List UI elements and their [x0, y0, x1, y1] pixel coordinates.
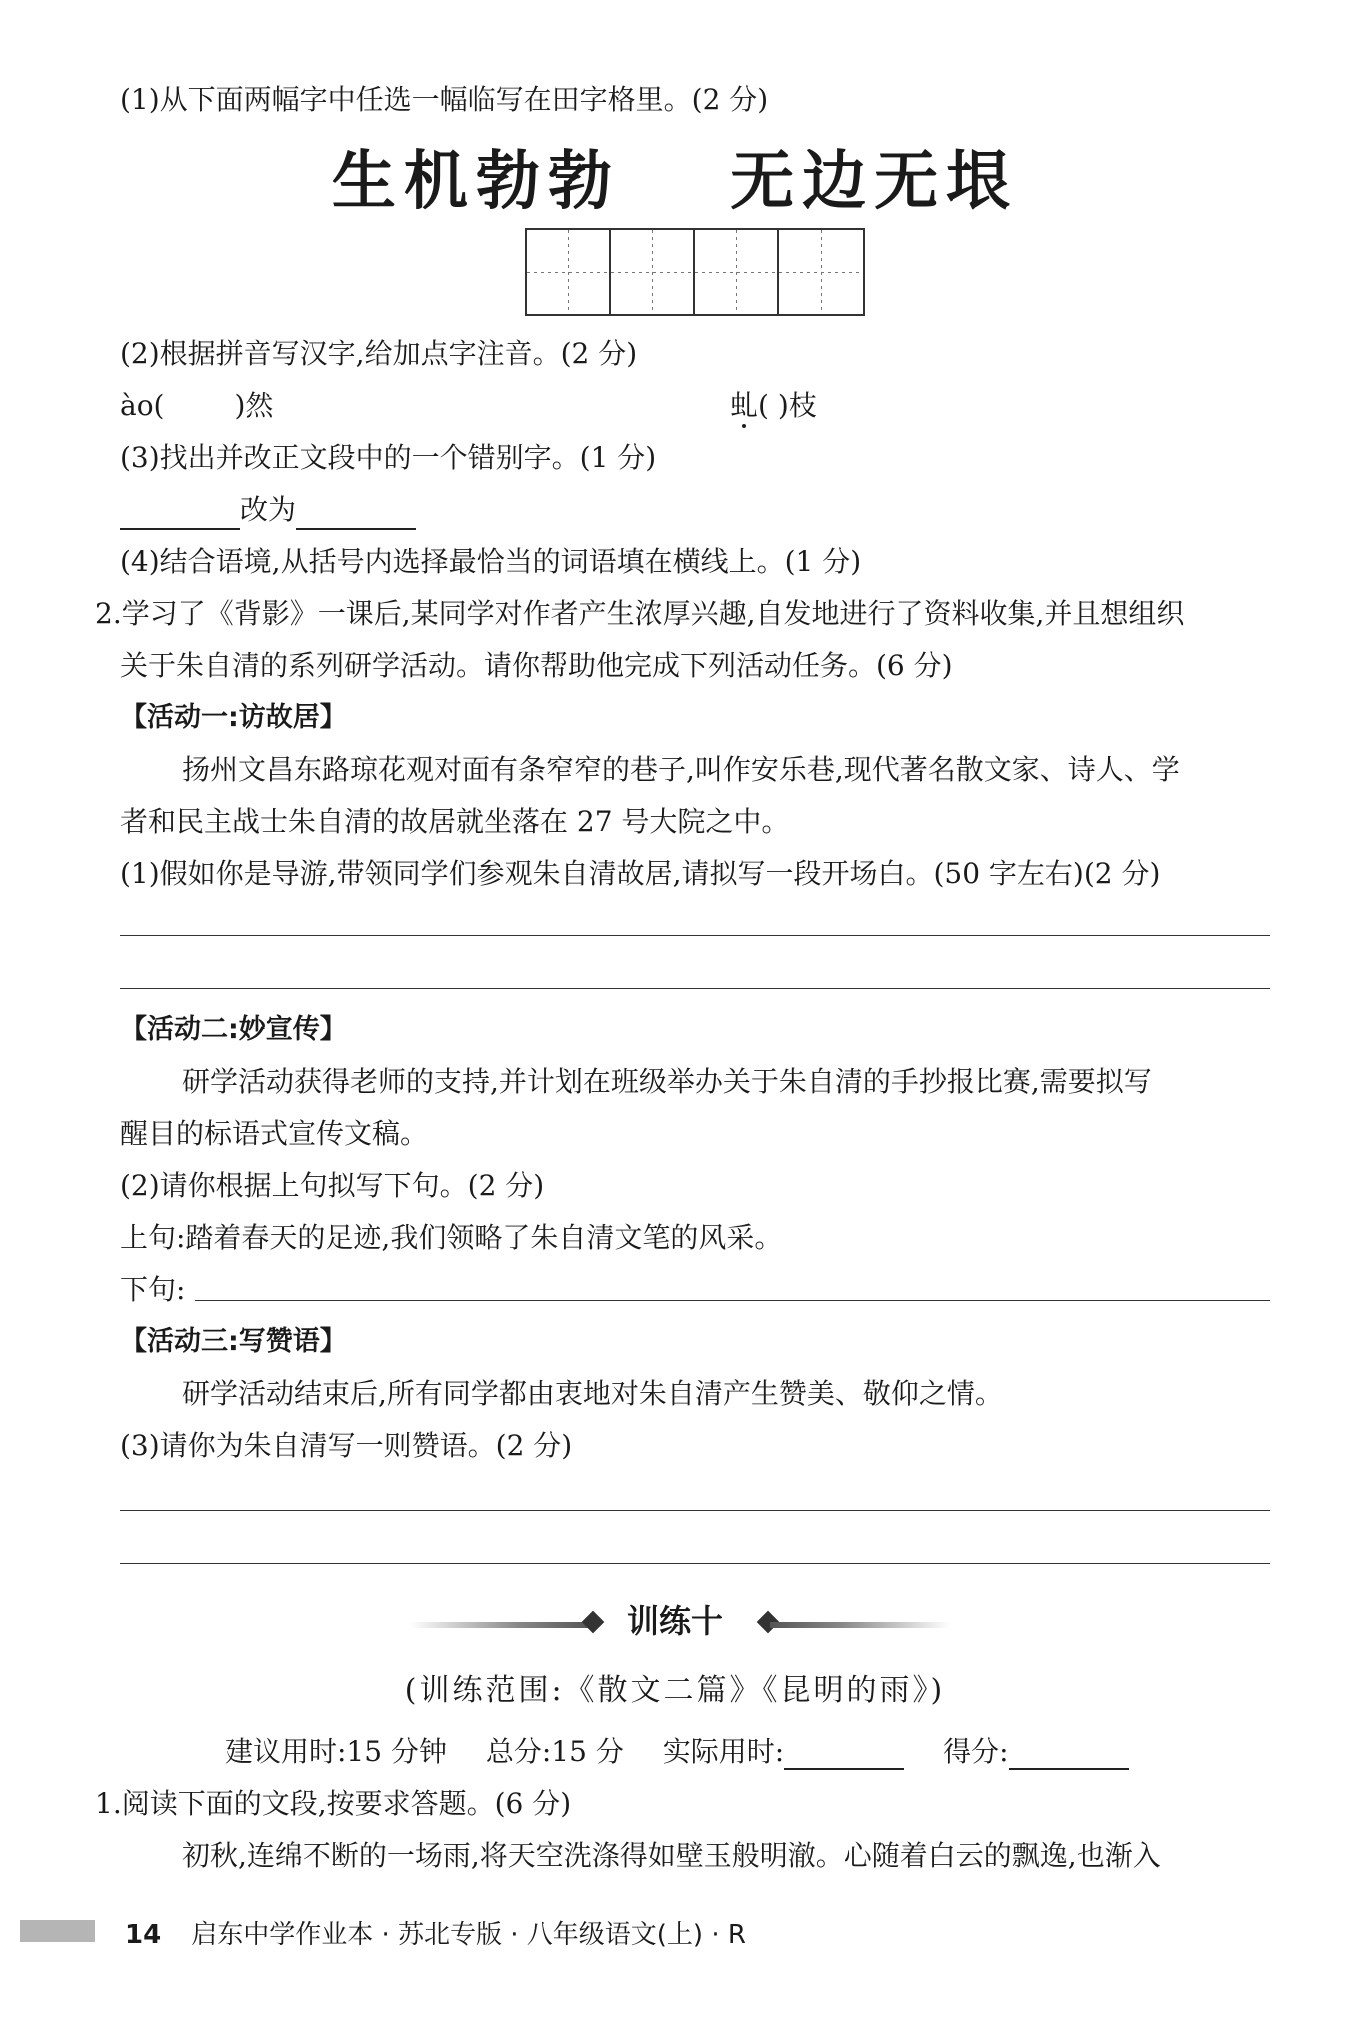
question-2-line1: 2.学习了《背影》一课后,某同学对作者产生浓厚兴趣,自发地进行了资料收集,并且想组织 [95, 597, 1185, 630]
page-number: 14 [125, 1920, 162, 1950]
question-1-4: (4)结合语境,从括号内选择最恰当的词语填在横线上。(1 分) [120, 545, 862, 578]
activity-3-title: 【活动三:写赞语】 [120, 1326, 347, 1357]
activity-1-para1: 扬州文昌东路琼花观对面有条窄窄的巷子,叫作安乐巷,现代著名散文家、诗人、学 [182, 753, 1180, 786]
question-1-2: (2)根据拼音写汉字,给加点字注音。(2 分) [120, 337, 638, 370]
question-1-1: (1)从下面两幅字中任选一幅临写在田字格里。(2 分) [120, 83, 769, 116]
activity-1-para2: 者和民主战士朱自清的故居就坐落在 27 号大院之中。 [120, 805, 790, 838]
lower-couplet-answer[interactable] [195, 1300, 1270, 1301]
pinyin-a-label: ào( [120, 389, 165, 422]
lower-couplet-label: 下句: [120, 1273, 186, 1306]
score-label: 得分: [943, 1735, 1009, 1768]
grid-cell[interactable] [695, 230, 779, 314]
section-question-1: 1.阅读下面的文段,按要求答题。(6 分) [95, 1787, 572, 1820]
answer-line[interactable] [120, 1563, 1270, 1564]
actual-time-blank[interactable] [784, 1738, 904, 1770]
answer-line[interactable] [120, 935, 1270, 936]
activity-1-title: 【活动一:访故居】 [120, 702, 347, 733]
footer-text [125, 1914, 746, 1951]
reading-passage: 初秋,连绵不断的一场雨,将天空洗涤得如壁玉般明澈。心随着白云的飘逸,也渐入 [182, 1839, 1161, 1872]
footer-bar [20, 1920, 95, 1942]
answer-line[interactable] [120, 988, 1270, 989]
calligraphy-right: 无边无垠 [730, 145, 1019, 219]
score-blank[interactable] [1009, 1738, 1129, 1770]
tian-grid[interactable] [525, 228, 865, 316]
question-2-line2: 关于朱自清的系列研学活动。请你帮助他完成下列活动任务。(6 分) [120, 649, 953, 682]
total-score: 总分:15 分 [485, 1735, 624, 1768]
activity-3-question: (3)请你为朱自清写一则赞语。(2 分) [120, 1429, 573, 1462]
pinyin-item-a [120, 386, 273, 426]
calligraphy-sample [0, 130, 1350, 222]
training-range: (训练范围:《散文二篇》《昆明的雨》) [404, 1673, 946, 1708]
dotted-char: 虬 [730, 389, 759, 422]
activity-2-para1: 研学活动获得老师的支持,并计划在班级举办关于朱自清的手抄报比赛,需要拟写 [182, 1065, 1152, 1098]
calligraphy-left: 生机勃勃 [331, 145, 620, 219]
correct-char-blank[interactable] [296, 498, 416, 530]
answer-line[interactable] [120, 1510, 1270, 1511]
section-title: 训练十 [626, 1602, 723, 1640]
page-footer [0, 1910, 1350, 1960]
activity-2-question: (2)请你根据上句拟写下句。(2 分) [120, 1169, 545, 1202]
change-to-label: 改为 [240, 493, 297, 526]
actual-time-label: 实际用时: [662, 1735, 785, 1768]
pinyin-b-tail: ( )枝 [758, 389, 817, 422]
activity-2-title: 【活动二:妙宣传】 [120, 1014, 347, 1045]
time-score-row [225, 1730, 1159, 1770]
activity-2-para2: 醒目的标语式宣传文稿。 [120, 1117, 429, 1150]
upper-couplet: 上句:踏着春天的足迹,我们领略了朱自清文笔的风采。 [120, 1221, 783, 1254]
grid-cell[interactable] [779, 230, 863, 314]
suggested-time: 建议用时:15 分钟 [225, 1735, 447, 1768]
activity-3-para1: 研学活动结束后,所有同学都由衷地对朱自清产生赞美、敬仰之情。 [182, 1377, 1003, 1410]
wrong-char-blank[interactable] [120, 498, 240, 530]
grid-cell[interactable] [527, 230, 611, 314]
grid-cell[interactable] [611, 230, 695, 314]
activity-1-question: (1)假如你是导游,带领同学们参观朱自清故居,请拟写一段开场白。(50 字左右)(2 分) [120, 857, 1161, 890]
section-title-wrap [0, 1596, 1350, 1642]
correction-row [120, 490, 416, 530]
book-title: 启东中学作业本 · 苏北专版 · 八年级语文(上) · R [191, 1920, 746, 1950]
question-1-3: (3)找出并改正文段中的一个错别字。(1 分) [120, 441, 657, 474]
pinyin-item-b [730, 386, 817, 426]
pinyin-a-tail: )然 [234, 389, 274, 422]
